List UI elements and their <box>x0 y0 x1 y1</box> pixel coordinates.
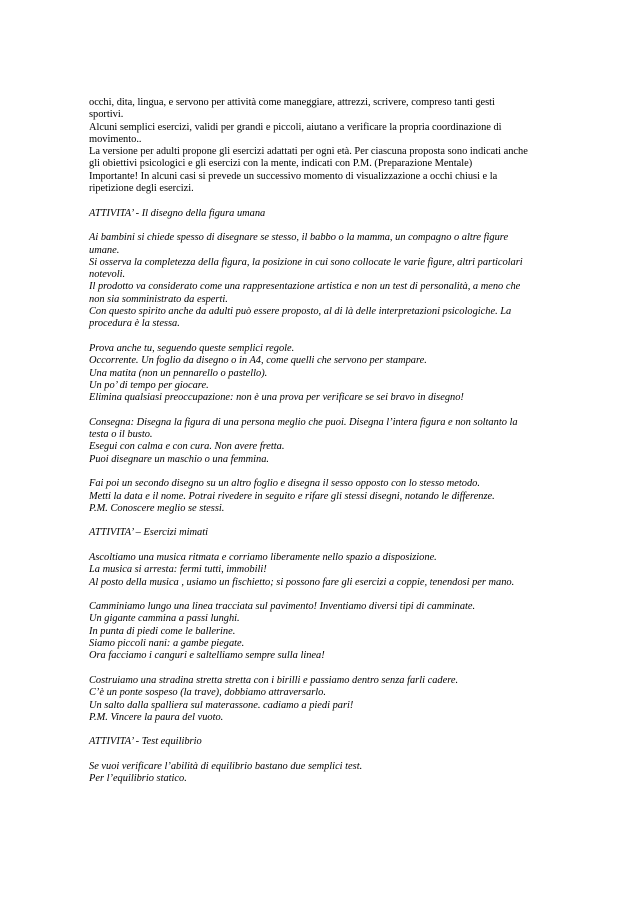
intro-paragraph <box>89 97 559 195</box>
paragraph-gap <box>89 540 559 552</box>
paragraph-gap <box>89 404 559 416</box>
text-line: procedura è la stessa. <box>89 318 180 330</box>
activity-3-description <box>89 761 559 786</box>
text-line: In punta di piedi come le ballerine. <box>89 625 236 637</box>
text-line: Si osserva la completezza della figura, la posizione in cui sono collocate le varie figure, altri particolari <box>89 256 523 268</box>
activity-1-materials <box>89 343 559 404</box>
paragraph-gap <box>89 515 559 527</box>
paragraph-gap <box>89 195 559 207</box>
text-line: Esegui con calma e con cura. Non avere fretta. <box>89 441 285 453</box>
activity-2-music <box>89 552 559 589</box>
section-title: ATTIVITA’ - Il disegno della figura umana <box>89 207 266 219</box>
activity-3-heading <box>89 736 559 748</box>
text-line: C’è un ponte sospeso (la trave), dobbiamo attraversarlo. <box>89 687 326 699</box>
text-line: Un salto dalla spalliera sul materassone. cadiamo a piedi pari! <box>89 699 354 711</box>
text-line: testa o il busto. <box>89 429 153 441</box>
text-line: Camminiamo lungo una linea tracciata sul pavimento! Inventiamo diversi tipi di camminate. <box>89 601 476 613</box>
text-line: Elimina qualsiasi preoccupazione: non è una prova per verificare se sei bravo in disegno! <box>89 392 464 404</box>
text-line: sportivi. <box>89 109 124 121</box>
text-line: movimento.. <box>89 133 142 145</box>
paragraph-gap <box>89 749 559 761</box>
text-line: notevoli. <box>89 269 126 281</box>
activity-1-second-drawing <box>89 478 559 515</box>
text-line: Consegna: Disegna la figura di una persona meglio che puoi. Disegna l’intera figura e non soltanto la <box>89 416 518 428</box>
activity-2-road <box>89 675 559 724</box>
text-line: P.M. Conoscere meglio se stessi. <box>89 502 225 514</box>
activity-2-heading <box>89 527 559 539</box>
text-line: Ora facciamo i canguri e saltelliamo sempre sulla linea! <box>89 650 325 662</box>
text-line: Prova anche tu, seguendo queste semplici regole. <box>89 342 295 354</box>
paragraph-gap <box>89 331 559 343</box>
text-line: occhi, dita, lingua, e servono per attività come maneggiare, attrezzi, scrivere, compreso tanti gesti <box>89 97 495 108</box>
paragraph-gap <box>89 663 559 675</box>
section-title: ATTIVITA’ - Test equilibrio <box>89 736 202 748</box>
text-line: Al posto della musica , usiamo un fischietto; si possono fare gli esercizi a coppie, tenendosi per mano. <box>89 576 515 588</box>
text-line: Il prodotto va considerato come una rappresentazione artistica e non un test di personalità, a meno che <box>89 281 521 293</box>
text-line: Con questo spirito anche da adulti può essere proposto, al di là delle interpretazioni psicologiche. La <box>89 306 512 318</box>
text-line: Importante! In alcuni casi si prevede un successivo momento di visualizzazione a occhi chiusi e la <box>89 170 498 182</box>
text-line: gli obiettivi psicologici e gli esercizi con la mente, indicati con P.M. (Preparazione Mentale) <box>89 158 473 170</box>
activity-2-walk <box>89 601 559 662</box>
text-line: Alcuni semplici esercizi, validi per grandi e piccoli, aiutano a verificare la propria coordinazione di <box>89 121 502 133</box>
text-line: ripetizione degli esercizi. <box>89 183 194 195</box>
paragraph-gap <box>89 466 559 478</box>
document-page <box>89 97 559 786</box>
text-line: Costruiamo una stradina stretta stretta con i birilli e passiamo dentro senza farli cadere. <box>89 674 459 686</box>
section-title: ATTIVITA’ – Esercizi mimati <box>89 527 209 539</box>
paragraph-gap <box>89 589 559 601</box>
text-line: P.M. Vincere la paura del vuoto. <box>89 711 224 723</box>
text-line: Per l’equilibrio statico. <box>89 773 187 785</box>
text-line: La musica si arresta: fermi tutti, immobili! <box>89 564 267 576</box>
activity-1-instructions <box>89 417 559 466</box>
text-line: Un gigante cammina a passi lunghi. <box>89 613 240 625</box>
text-line: Siamo piccoli nani: a gambe piegate. <box>89 638 245 650</box>
text-line: Se vuoi verificare l’abilità di equilibrio bastano due semplici test. <box>89 761 363 773</box>
paragraph-gap <box>89 724 559 736</box>
text-line: La versione per adulti propone gli esercizi adattati per ogni età. Per ciascuna proposta sono indicati anche <box>89 146 528 158</box>
text-line: umane. <box>89 244 120 256</box>
text-line: Puoi disegnare un maschio o una femmina. <box>89 453 269 465</box>
activity-1-heading <box>89 208 559 220</box>
text-line: Ascoltiamo una musica ritmata e corriamo liberamente nello spazio a disposizione. <box>89 551 437 563</box>
text-line: Occorrente. Un foglio da disegno o in A4, come quelli che servono per stampare. <box>89 355 427 367</box>
activity-1-description <box>89 232 559 330</box>
text-line: Una matita (non un pennarello o pastello). <box>89 367 268 379</box>
text-line: non sia somministrato da esperti. <box>89 293 228 305</box>
paragraph-gap <box>89 220 559 232</box>
text-line: Un po’ di tempo per giocare. <box>89 379 209 391</box>
text-line: Fai poi un secondo disegno su un altro foglio e disegna il sesso opposto con lo stesso metodo. <box>89 478 480 490</box>
text-line: Metti la data e il nome. Potrai rivedere in seguito e rifare gli stessi disegni, notando le differenze. <box>89 490 495 502</box>
text-line: Ai bambini si chiede spesso di disegnare se stesso, il babbo o la mamma, un compagno o altre figure <box>89 232 509 244</box>
